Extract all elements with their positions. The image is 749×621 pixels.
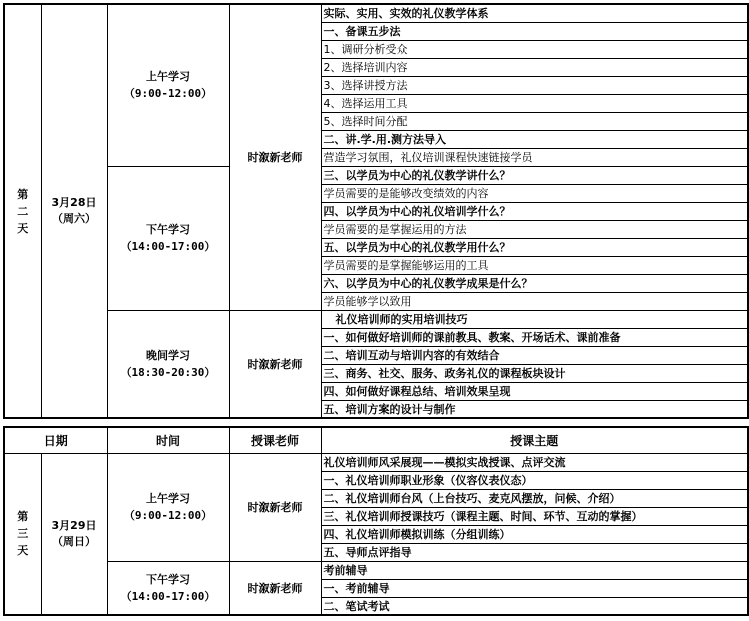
morning-time-cell <box>107 453 229 561</box>
topic-item: 4、选择运用工具 <box>321 94 748 112</box>
teacher-cell: 时溆新老师 <box>229 561 321 615</box>
session-label: 上午学习 <box>146 492 191 505</box>
topic-item: 1、调研分析受众 <box>321 40 748 58</box>
topic-item: 营造学习氛围，礼仪培训课程快速链接学员 <box>321 148 748 166</box>
topic-heading: 礼仪培训师的实用培训技巧 <box>321 310 748 328</box>
topic-item: 5、选择时间分配 <box>321 112 748 130</box>
day-char: 天 <box>17 221 29 235</box>
day2-schedule-table <box>3 3 749 419</box>
topic-item: 四、如何做好课程总结、培训效果呈现 <box>321 382 748 400</box>
date-text: 3月28日 <box>51 196 97 209</box>
session-time: （18:30-20:30） <box>120 365 216 379</box>
teacher-cell: 时溆新老师 <box>229 4 321 310</box>
session-time: （9:00-12:00） <box>123 87 213 101</box>
topic-item: 三、礼仪培训师授课技巧（课程主题、时间、环节、互动的掌握） <box>321 507 748 525</box>
topic-item: 学员能够学以致用 <box>321 292 748 310</box>
topic-heading: 礼仪培训师风采展现——模拟实战授课、点评交流 <box>321 453 748 471</box>
topic-item: 三、以学员为中心的礼仪教学讲什么？ <box>321 166 748 184</box>
topic-item: 二、笔试考试 <box>321 597 748 615</box>
session-time: （14:00-17:00） <box>120 589 216 603</box>
topic-heading: 考前辅导 <box>321 561 748 579</box>
topic-item: 一、备课五步法 <box>321 22 748 40</box>
topic-item: 一、礼仪培训师职业形象（仪容仪表仪态） <box>321 471 748 489</box>
session-label: 晚间学习 <box>146 348 190 362</box>
topic-item: 学员需要的是掌握能够运用的工具 <box>321 256 748 274</box>
session-label: 上午学习 <box>146 70 190 84</box>
topic-item: 二、礼仪培训师台风（上台技巧、麦克风摆放，问候、介绍） <box>321 489 748 507</box>
afternoon-time-cell <box>107 166 229 310</box>
session-label: 下午学习 <box>146 572 191 586</box>
teacher-cell: 时溆新老师 <box>229 310 321 418</box>
day3-schedule-table <box>3 426 749 616</box>
topic-item: 一、如何做好培训师的课前教具、教案、开场话术、课前准备 <box>321 328 748 346</box>
topic-item: 五、导师点评指导 <box>321 543 748 561</box>
topic-item: 三、商务、社交、服务、政务礼仪的课程板块设计 <box>321 364 748 382</box>
weekday-text: （周日） <box>52 534 96 548</box>
topic-item: 四、礼仪培训师模拟训练（分组训练） <box>321 525 748 543</box>
day-char: 三 <box>17 527 29 541</box>
session-time: （9:00-12:00） <box>123 509 213 522</box>
header-teacher: 授课老师 <box>229 427 321 453</box>
evening-time-cell <box>107 310 229 418</box>
date-cell <box>41 4 107 418</box>
teacher-cell: 时溆新老师 <box>229 453 321 561</box>
day-char: 二 <box>17 204 29 218</box>
header-topic: 授课主题 <box>321 427 748 453</box>
topic-item: 2、选择培训内容 <box>321 58 748 76</box>
afternoon-time-cell <box>107 561 229 615</box>
morning-time-cell <box>107 4 229 166</box>
topic-item: 学员需要的是能够改变绩效的内容 <box>321 184 748 202</box>
session-label: 下午学习 <box>146 223 190 236</box>
day-char: 第 <box>17 187 29 201</box>
weekday-text: （周六） <box>52 212 96 225</box>
day-cell <box>4 453 41 615</box>
topic-item: 四、以学员为中心的礼仪培训学什么？ <box>321 202 748 220</box>
topic-item: 二、培训互动与培训内容的有效结合 <box>321 346 748 364</box>
topic-item: 二、讲.学.用.测方法导入 <box>321 130 748 148</box>
day-char: 第 <box>17 510 29 524</box>
topic-item: 五、以学员为中心的礼仪教学用什么？ <box>321 238 748 256</box>
topic-item: 学员需要的是掌握运用的方法 <box>321 220 748 238</box>
header-time: 时间 <box>107 427 229 453</box>
day-char: 天 <box>17 544 29 558</box>
topic-item: 六、以学员为中心的礼仪教学成果是什么？ <box>321 274 748 292</box>
session-time: （14:00-17:00） <box>120 240 216 253</box>
topic-item: 五、培训方案的设计与制作 <box>321 400 748 418</box>
topic-item: 一、考前辅导 <box>321 579 748 597</box>
header-date: 日期 <box>4 427 107 453</box>
date-cell <box>41 453 107 615</box>
topic-heading: 实际、实用、实效的礼仪教学体系 <box>321 4 748 22</box>
day-cell <box>4 4 41 418</box>
date-text: 3月29日 <box>51 518 97 532</box>
topic-item: 3、选择讲授方法 <box>321 76 748 94</box>
